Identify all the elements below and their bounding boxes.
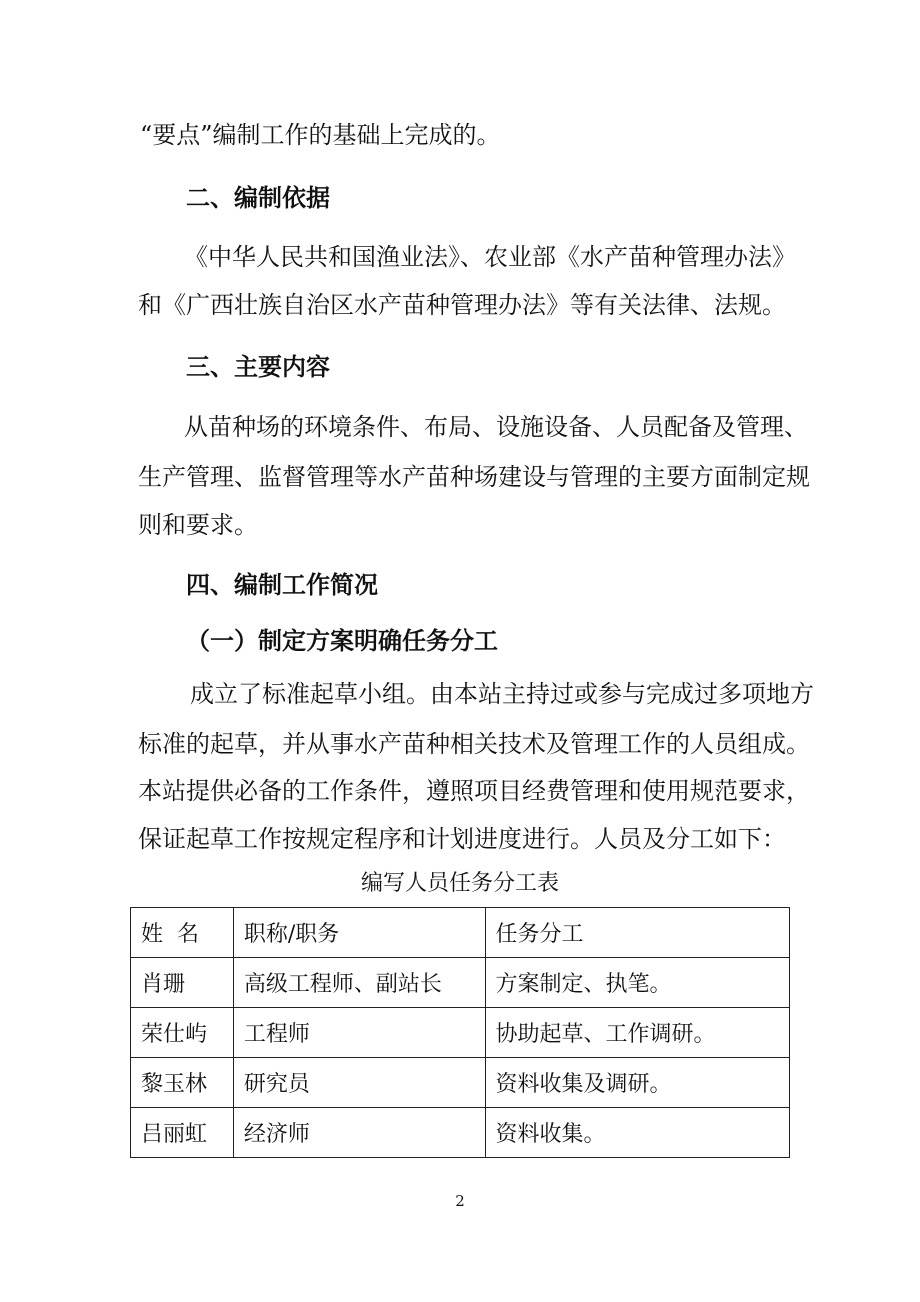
- table-row: [131, 1058, 790, 1108]
- table-row: [131, 1108, 790, 1158]
- work-paragraph-line-3: 本站提供必备的工作条件，遵照项目经费管理和使用规范要求，: [138, 777, 810, 805]
- cell-task: 资料收集。: [485, 1108, 790, 1158]
- cell-title: 研究员: [233, 1058, 485, 1108]
- header-name: 姓 名: [131, 908, 234, 958]
- staff-task-table: [130, 907, 790, 1158]
- basis-paragraph-line-2: 和《广西壮族自治区水产苗种管理办法》等有关法律、法规。: [138, 291, 786, 319]
- cell-name: 荣仕屿: [131, 1008, 234, 1058]
- content-paragraph-line-3: 则和要求。: [138, 511, 258, 539]
- subsection-heading-plan: （一）制定方案明确任务分工: [186, 627, 498, 655]
- cell-name: 黎玉林: [131, 1058, 234, 1108]
- page-number: 2: [455, 1192, 465, 1210]
- cell-name: 吕丽虹: [131, 1108, 234, 1158]
- cell-task: 方案制定、执笔。: [485, 958, 790, 1008]
- cell-title: 高级工程师、副站长: [233, 958, 485, 1008]
- intro-tail-paragraph: “要点”编制工作的基础上完成的。: [140, 121, 501, 149]
- work-paragraph-line-1: 成立了标准起草小组。由本站主持过或参与完成过多项地方: [190, 680, 814, 708]
- section-heading-content: 三、主要内容: [186, 353, 330, 381]
- content-paragraph-line-2: 生产管理、监督管理等水产苗种场建设与管理的主要方面制定规: [138, 463, 810, 491]
- cell-title: 工程师: [233, 1008, 485, 1058]
- basis-paragraph-line-1: 《中华人民共和国渔业法》、农业部《水产苗种管理办法》: [184, 243, 796, 271]
- work-paragraph-line-2: 标准的起草，并从事水产苗种相关技术及管理工作的人员组成。: [138, 730, 810, 758]
- cell-task: 资料收集及调研。: [485, 1058, 790, 1108]
- cell-title: 经济师: [233, 1108, 485, 1158]
- header-task: 任务分工: [485, 908, 790, 958]
- table-header-row: [131, 908, 790, 958]
- header-title: 职称/职务: [233, 908, 485, 958]
- cell-name: 肖珊: [131, 958, 234, 1008]
- content-paragraph-line-1: 从苗种场的环境条件、布局、设施设备、人员配备及管理、: [184, 413, 808, 441]
- section-heading-work: 四、编制工作简况: [186, 571, 378, 599]
- section-heading-basis: 二、编制依据: [186, 184, 330, 212]
- cell-task: 协助起草、工作调研。: [485, 1008, 790, 1058]
- work-paragraph-line-4: 保证起草工作按规定程序和计划进度进行。人员及分工如下：: [138, 825, 786, 853]
- table-caption: 编写人员任务分工表: [360, 871, 559, 896]
- table-row: [131, 1008, 790, 1058]
- table-row: [131, 958, 790, 1008]
